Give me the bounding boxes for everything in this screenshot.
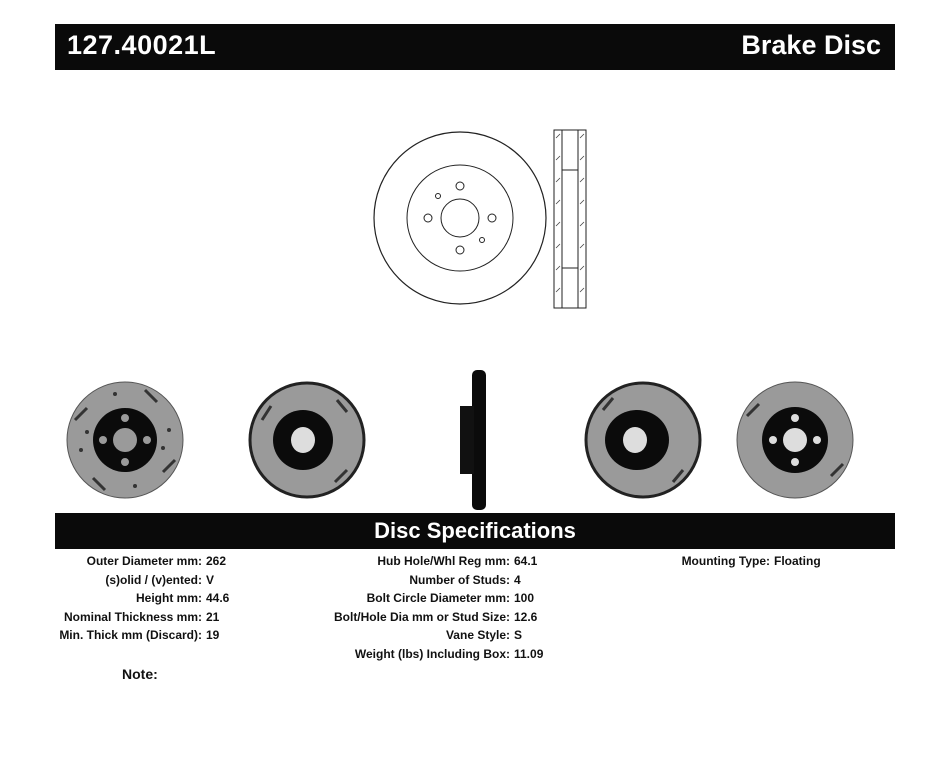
spec-value: 64.1: [514, 554, 538, 568]
spec-row: [40, 626, 229, 645]
part-number: 127.40021L: [67, 30, 217, 60]
spec-row: [40, 552, 229, 571]
product-type: Brake Disc: [741, 30, 881, 60]
rotor-photo-back: [737, 382, 853, 498]
spec-value: S: [514, 628, 523, 642]
spec-column-mounting: [320, 552, 543, 663]
spec-label: Hub Hole/Whl Reg mm:: [377, 554, 510, 568]
title-bar: [55, 24, 895, 70]
spec-row: [40, 571, 229, 590]
spec-value: 21: [206, 609, 220, 624]
spec-value: 262: [206, 554, 227, 568]
spec-row: [320, 626, 543, 645]
spec-label: Mounting Type:: [681, 554, 770, 568]
spec-label: Number of Studs:: [409, 572, 510, 587]
note-label: Note:: [122, 666, 158, 682]
spec-label: Nominal Thickness mm:: [63, 609, 202, 624]
spec-value: 44.6: [206, 591, 230, 605]
spec-column-dimensions: [40, 552, 229, 645]
spec-row: [320, 552, 543, 571]
rotor-photo-front: [67, 382, 183, 498]
spec-value: 11.09: [514, 646, 544, 661]
spec-label: Bolt/Hole Dia mm or Stud Size:: [333, 609, 510, 624]
rotor-photo-angle-right: [586, 383, 700, 497]
drawing-side-profile: [554, 130, 586, 308]
spec-label: Weight (lbs) Including Box:: [354, 646, 510, 661]
rotor-photo-angle-left: [250, 383, 364, 497]
spec-value: 100: [514, 591, 535, 605]
drawing-outer-edge: [374, 132, 546, 304]
spec-label: (s)olid / (v)ented:: [105, 572, 202, 587]
spec-label: Outer Diameter mm:: [86, 554, 202, 568]
rotor-photo-side: [460, 370, 486, 510]
spec-value: V: [206, 572, 215, 587]
spec-row: [320, 589, 543, 608]
spec-value: 19: [206, 628, 220, 642]
spec-label: Height mm:: [136, 591, 202, 605]
spec-section-bar: [55, 513, 895, 549]
spec-row: [620, 552, 821, 571]
spec-value: Floating: [774, 554, 821, 568]
spec-row: [40, 589, 229, 608]
spec-label: Vane Style:: [445, 628, 510, 642]
spec-value: 12.6: [514, 609, 538, 624]
product-photos: [60, 360, 900, 520]
spec-section-title: Disc Specifications: [374, 518, 576, 543]
spec-row: [320, 608, 543, 627]
spec-row: [320, 571, 543, 590]
spec-row: [320, 645, 543, 664]
spec-row: [40, 608, 229, 627]
spec-label: Min. Thick mm (Discard):: [59, 628, 202, 642]
spec-value: 4: [514, 572, 521, 587]
spec-column-type: [620, 552, 821, 571]
technical-drawing: [360, 120, 610, 320]
spec-label: Bolt Circle Diameter mm:: [366, 591, 510, 605]
